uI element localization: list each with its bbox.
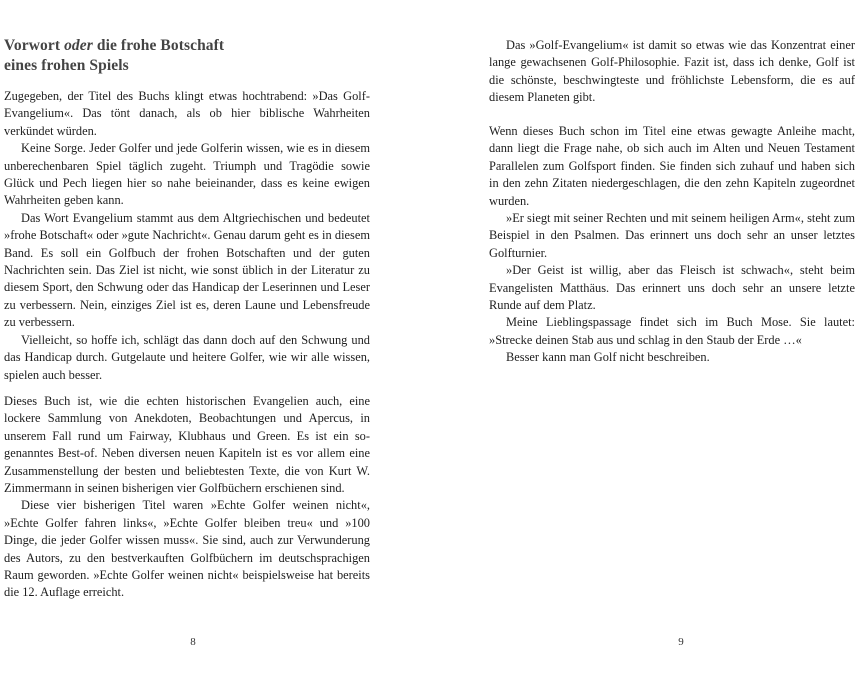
left-text-block-1: [4, 88, 370, 384]
paragraph: Dieses Buch ist, wie die echten historischen Evangelien auch, eine lockere Sammlung von Anekdoten, Beobachtungen und Apercus, in unserem Fall rund um Fairway, Klubhaus und Green. Es ist ein sogenanntes Best-of. Neben diversen neuen Kapiteln ist es vor allem eine Zusammenstellung der besten und beliebtesten Texte, die von Kurt W. Zimmermann in seinen bisherigen vier Golfbüchern erschienen sind.: [4, 394, 370, 496]
paragraph: Meine Lieblingspassage findet sich im Buch Mose. Sie lautet: »Strecke deinen Stab aus und schlag in den Staub der Erde …«: [489, 315, 855, 347]
paragraph: Vielleicht, so hoffe ich, schlägt das dann doch auf den Schwung und das Handicap durch. Gutgelaute und heitere Golfer, wie wir alle wissen, spielen auch besser.: [4, 332, 370, 382]
paragraph: Wenn dieses Buch schon im Titel eine etwas gewagte Anleihe macht, dann liegt die Frage nahe, ob sich auch im Alten und Neuen Testament Parallelen zum Golfsport finden. Sie finden sich zuhauf und haben sich in den zehn Zitaten niedergeschlagen, die den zehn Kapiteln zugeordnet wurden.: [489, 124, 855, 208]
page-number-left: 8: [190, 636, 196, 648]
chapter-title-line1-pre: Vorwort: [4, 37, 65, 54]
paragraph: »Er siegt mit seiner Rechten und mit seinem heiligen Arm«, steht zum Beispiel in den Psalmen. Das erinnert uns doch sehr an unser letztes Golfturnier.: [489, 211, 855, 260]
page-number-right: 9: [678, 636, 684, 648]
paragraph: Das Wort Evangelium stammt aus dem Altgriechischen und bedeutet »frohe Botschaft« oder »gute Nachricht«. Genau darum geht es in diesem Band. Es soll ein Golfbuch der frohen Botschaften und der guten Nachrichten sein. Das Ziel ist nicht, wie sonst üblich in der Literatur zu diesem Sport, den Schwung oder das Handicap der Leserinnen und Leser zu verbessern. Nein, einziges Ziel ist es, deren Laune und Lebensfreude zu verbessern.: [4, 210, 370, 330]
paragraph: Diese vier bisherigen Titel waren »Echte Golfer weinen nicht«, »Echte Golfer fahren links«, »Echte Golfer bleiben treu« und »100 Dinge, die jeder Golfer wissen muss«. Sie sind, auch zur Verwunderung des Autors, zu den bestverkauften Golfbüchern im deutschsprachigen Raum geworden. »Echte Golfer weinen nicht« beispielsweise hat bereits die 12. Auflage erreicht.: [4, 498, 370, 600]
paragraph: Besser kann man Golf nicht beschreiben.: [506, 350, 710, 365]
paragraph: Keine Sorge. Jeder Golfer und jede Golferin wissen, wie es in diesem unberechenbaren Spiel täglich zugeht. Triumph und Tragödie sowie Glück und Pech liegen hier so nahe beieinander, dass es keine ewigen Wahrheiten geben kann.: [4, 141, 370, 208]
chapter-title: [4, 36, 224, 76]
paragraph: »Der Geist ist willig, aber das Fleisch ist schwach«, steht beim Evangelisten Matthäus. Das erinnert uns doch sehr an unsere letzte Runde auf dem Platz.: [489, 263, 855, 313]
chapter-title-line2: eines frohen Spiels: [4, 57, 129, 74]
paragraph: Zugegeben, der Titel des Buchs klingt etwas hochtrabend: »Das Golf-Evangelium«. Das tönt danach, als ob hier biblische Wahrheiten verkündet würden.: [4, 89, 370, 138]
paragraph: Das »Golf-Evangelium« ist damit so etwas wie das Konzentrat einer lange gewachsenen Golf-Philosophie. Fazit ist, dass ich denke, Golf ist die schönste, beschwingteste und fröhlichste Lebensform, die es auf diesem Planeten gibt.: [489, 38, 855, 105]
chapter-title-italic-word: oder: [64, 37, 93, 54]
right-text-block-1: [489, 37, 855, 107]
right-text-block-2: [489, 123, 855, 367]
chapter-title-line1-post: die frohe Botschaft: [92, 37, 225, 54]
book-spread: [0, 30, 857, 650]
left-text-block-2: [4, 393, 370, 602]
